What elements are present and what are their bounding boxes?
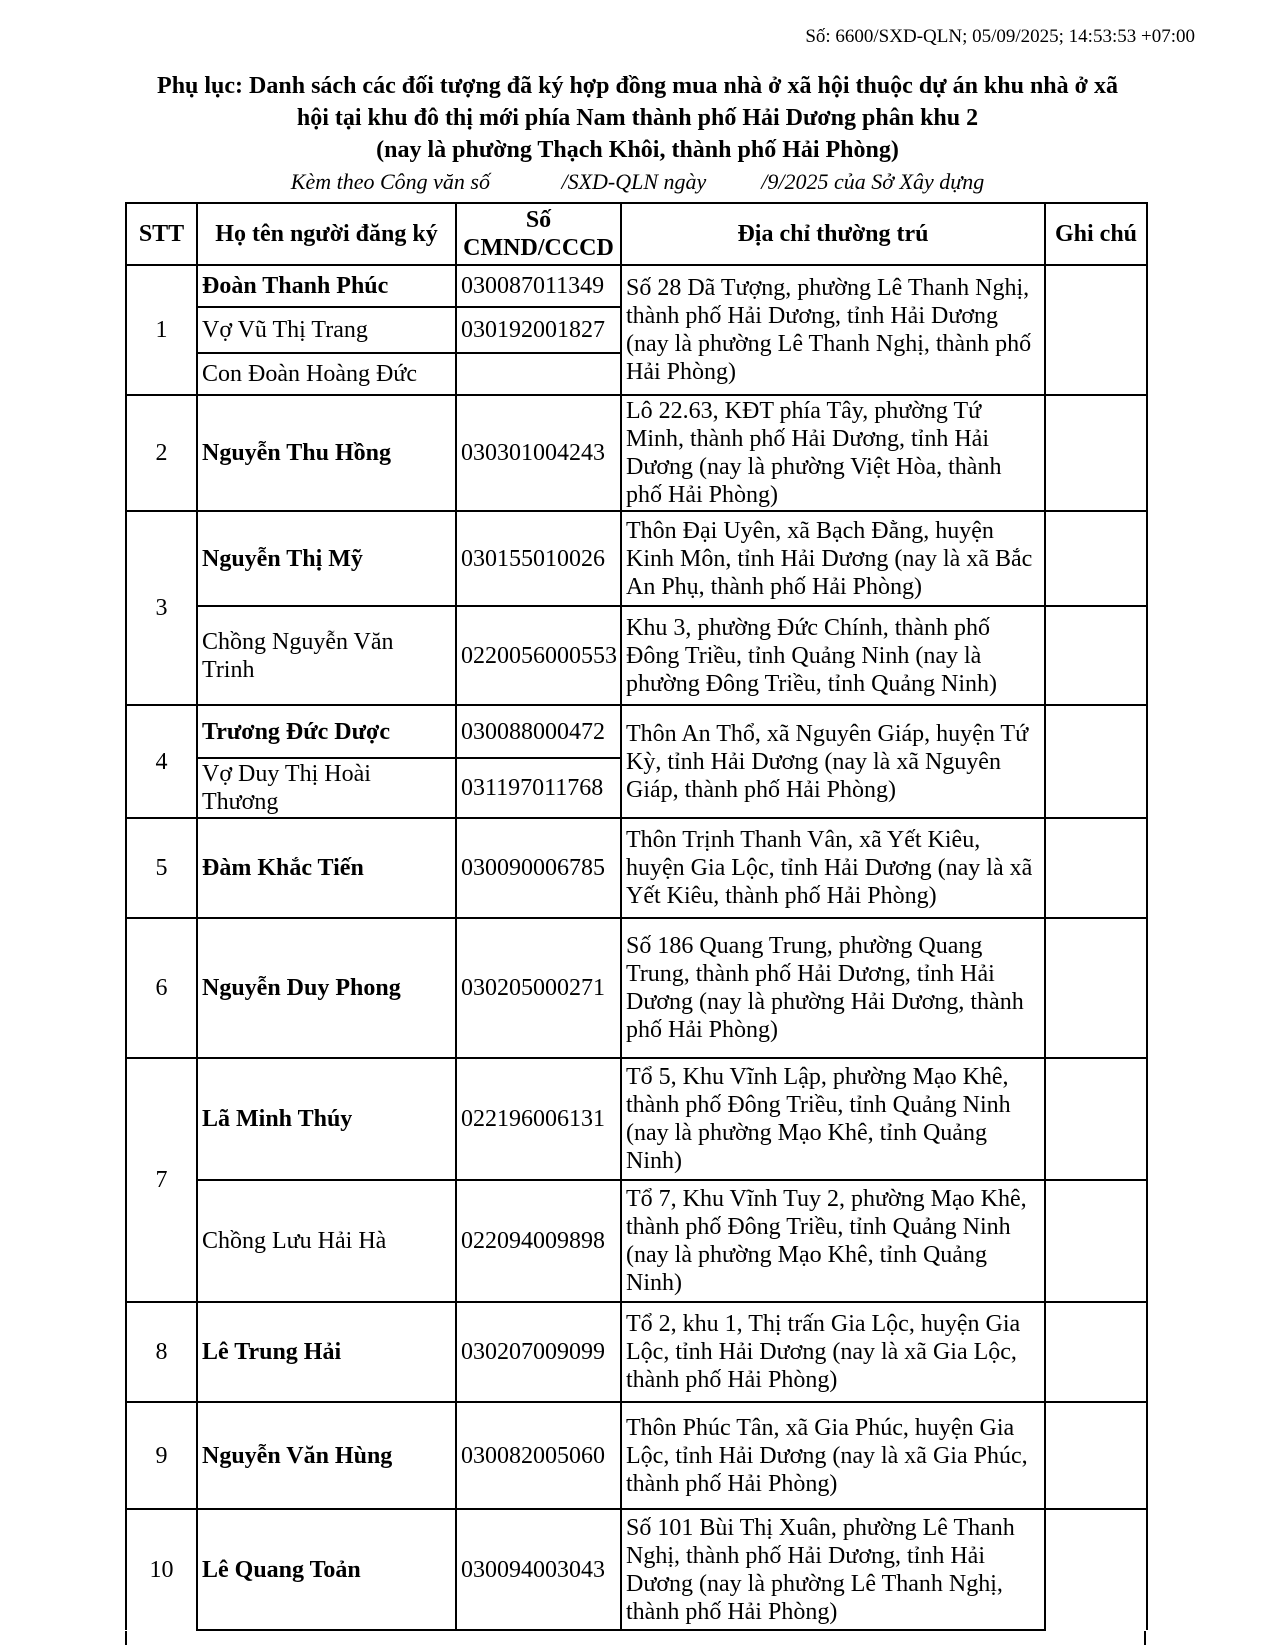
cell-cccd: 030094003043 <box>456 1509 621 1630</box>
cell-stt: 1 <box>126 265 197 395</box>
cell-cccd: 022094009898 <box>456 1180 621 1302</box>
table-container <box>125 202 1146 1631</box>
header-id <box>456 203 621 265</box>
cell-name: Trương Đức Dược <box>197 705 456 758</box>
table-row <box>126 1302 1147 1402</box>
table-row <box>126 265 1147 307</box>
cell-name: Nguyễn Thị Mỹ <box>197 511 456 606</box>
table-row <box>126 1402 1147 1509</box>
cell-note <box>1045 1302 1147 1402</box>
cell-name: Vợ Duy Thị Hoài Thương <box>197 758 456 818</box>
cell-stt: 3 <box>126 511 197 705</box>
header-id-line-2: CMND/CCCD <box>463 235 614 261</box>
cell-address: Số 101 Bùi Thị Xuân, phường Lê Thanh Nghị, thành phố Hải Dương, tỉnh Hải Dương (nay là phường Lê Thanh Nghị, thành phố Hải Phòng) <box>621 1509 1045 1630</box>
table-row <box>126 1058 1147 1180</box>
page-title-line-3: (nay là phường Thạch Khôi, thành phố Hải Phòng) <box>376 137 899 163</box>
cell-name: Nguyễn Văn Hùng <box>197 1402 456 1509</box>
table-header-row <box>126 203 1147 265</box>
page-break-border-right <box>1144 1631 1146 1645</box>
cell-cccd: 030205000271 <box>456 918 621 1058</box>
cell-name: Con Đoàn Hoàng Đức <box>197 353 456 395</box>
cell-note <box>1045 265 1147 395</box>
cell-name: Đàm Khắc Tiến <box>197 818 456 918</box>
cell-address: Tổ 7, Khu Vĩnh Tuy 2, phường Mạo Khê, thành phố Đông Triều, tỉnh Quảng Ninh (nay là phường Mạo Khê, tỉnh Quảng Ninh) <box>621 1180 1045 1302</box>
cell-address: Thôn Trịnh Thanh Vân, xã Yết Kiêu, huyện Gia Lộc, tỉnh Hải Dương (nay là xã Yết Kiêu, thành phố Hải Phòng) <box>621 818 1045 918</box>
cell-cccd: 0220056000553 <box>456 606 621 705</box>
cell-name: Nguyễn Duy Phong <box>197 918 456 1058</box>
table-row <box>126 918 1147 1058</box>
cell-cccd: 022196006131 <box>456 1058 621 1180</box>
cell-stt: 6 <box>126 918 197 1058</box>
cell-address: Tổ 5, Khu Vĩnh Lập, phường Mạo Khê, thành phố Đông Triều, tỉnh Quảng Ninh (nay là phường Mạo Khê, tỉnh Quảng Ninh) <box>621 1058 1045 1180</box>
cell-stt: 2 <box>126 395 197 511</box>
cell-note <box>1045 395 1147 511</box>
header-id-line-1: Số <box>525 207 552 233</box>
header-note: Ghi chú <box>1045 203 1147 265</box>
page-title <box>0 0 1275 166</box>
cell-address: Số 28 Dã Tượng, phường Lê Thanh Nghị, thành phố Hải Dương, tỉnh Hải Dương (nay là phường Lê Thanh Nghị, thành phố Hải Phòng) <box>621 265 1045 395</box>
cell-address: Thôn Đại Uyên, xã Bạch Đằng, huyện Kinh Môn, tỉnh Hải Dương (nay là xã Bắc An Phụ, thành phố Hải Phòng) <box>621 511 1045 606</box>
table-row <box>126 606 1147 705</box>
page-title-line-2: hội tại khu đô thị mới phía Nam thành phố Hải Dương phân khu 2 <box>296 105 979 131</box>
cell-cccd: 030082005060 <box>456 1402 621 1509</box>
cell-address: Lô 22.63, KĐT phía Tây, phường Tứ Minh, thành phố Hải Dương, tỉnh Hải Dương (nay là phường Việt Hòa, thành phố Hải Phòng) <box>621 395 1045 511</box>
table-row <box>126 1509 1147 1630</box>
subtitle: Kèm theo Công văn số /SXD-QLN ngày /9/2025 của Sở Xây dựng <box>290 169 985 194</box>
cell-note <box>1045 1402 1147 1509</box>
table-row <box>126 511 1147 606</box>
cell-note <box>1045 705 1147 818</box>
cell-note <box>1045 1058 1147 1180</box>
page-title-line-1: Phụ lục: Danh sách các đối tượng đã ký hợp đồng mua nhà ở xã hội thuộc dự án khu nhà ở xã <box>157 73 1118 99</box>
page-break-border-left <box>125 1631 127 1645</box>
cell-cccd: 030301004243 <box>456 395 621 511</box>
table-row <box>126 395 1147 511</box>
header-name: Họ tên người đăng ký <box>197 203 456 265</box>
cell-cccd: 030192001827 <box>456 307 621 353</box>
cell-name: Lê Quang Toản <box>197 1509 456 1630</box>
cell-stt: 9 <box>126 1402 197 1509</box>
cell-name: Vợ Vũ Thị Trang <box>197 307 456 353</box>
cell-stt: 4 <box>126 705 197 818</box>
cell-note <box>1045 1509 1147 1630</box>
cell-stt: 10 <box>126 1509 197 1630</box>
table-row <box>126 818 1147 918</box>
cell-note <box>1045 511 1147 606</box>
header-address: Địa chỉ thường trú <box>621 203 1045 265</box>
cell-name: Lã Minh Thúy <box>197 1058 456 1180</box>
cell-address: Tổ 2, khu 1, Thị trấn Gia Lộc, huyện Gia Lộc, tỉnh Hải Dương (nay là xã Gia Lộc, thành phố Hải Phòng) <box>621 1302 1045 1402</box>
cell-cccd: 030087011349 <box>456 265 621 307</box>
cell-address: Thôn An Thổ, xã Nguyên Giáp, huyện Tứ Kỳ, tỉnh Hải Dương (nay là xã Nguyên Giáp, thành phố Hải Phòng) <box>621 705 1045 818</box>
cell-address: Thôn Phúc Tân, xã Gia Phúc, huyện Gia Lộc, tỉnh Hải Dương (nay là xã Gia Phúc, thành phố Hải Phòng) <box>621 1402 1045 1509</box>
cell-cccd: 031197011768 <box>456 758 621 818</box>
cell-cccd: 030088000472 <box>456 705 621 758</box>
cell-address: Khu 3, phường Đức Chính, thành phố Đông Triều, tỉnh Quảng Ninh (nay là phường Đông Triều, tỉnh Quảng Ninh) <box>621 606 1045 705</box>
header-stt: STT <box>126 203 197 265</box>
cell-cccd: 030207009099 <box>456 1302 621 1402</box>
cell-name: Đoàn Thanh Phúc <box>197 265 456 307</box>
cell-name: Chồng Lưu Hải Hà <box>197 1180 456 1302</box>
cell-note <box>1045 918 1147 1058</box>
cell-cccd: 030090006785 <box>456 818 621 918</box>
cell-cccd <box>456 353 621 395</box>
cell-cccd: 030155010026 <box>456 511 621 606</box>
cell-address: Số 186 Quang Trung, phường Quang Trung, thành phố Hải Dương, tỉnh Hải Dương (nay là phường Hải Dương, thành phố Hải Phòng) <box>621 918 1045 1058</box>
cell-note <box>1045 818 1147 918</box>
cell-name: Chồng Nguyễn Văn Trinh <box>197 606 456 705</box>
cell-note <box>1045 606 1147 705</box>
cell-stt: 7 <box>126 1058 197 1302</box>
table-row <box>126 705 1147 758</box>
table-row <box>126 1180 1147 1302</box>
cell-stt: 8 <box>126 1302 197 1402</box>
cell-name: Lê Trung Hải <box>197 1302 456 1402</box>
cell-name: Nguyễn Thu Hồng <box>197 395 456 511</box>
doc-id-stamp: Số: 6600/SXD-QLN; 05/09/2025; 14:53:53 +07:00 <box>805 26 1195 47</box>
cell-stt: 5 <box>126 818 197 918</box>
appendix-table <box>125 202 1148 1631</box>
cell-note <box>1045 1180 1147 1302</box>
